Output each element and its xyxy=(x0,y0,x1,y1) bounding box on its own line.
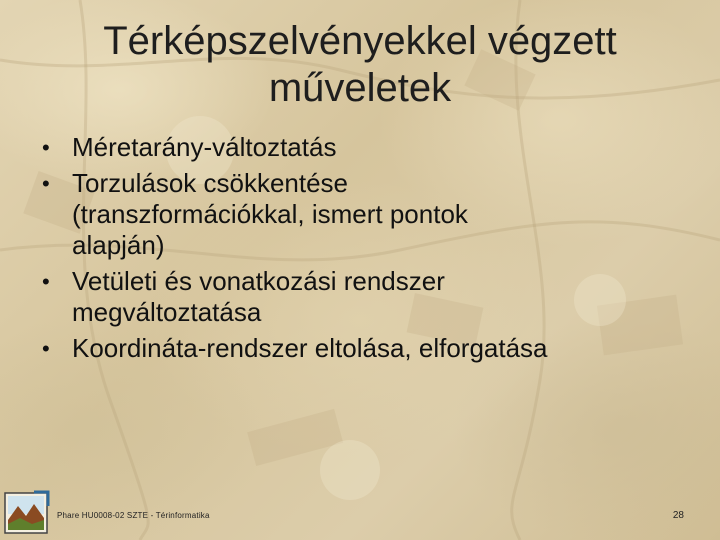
bullet-list xyxy=(40,132,700,369)
footer-text: Phare HU0008-02 SZTE - Térinformatika xyxy=(57,511,210,520)
bullet-item xyxy=(40,168,700,261)
bullet-glyph: • xyxy=(42,269,50,294)
landscape-logo-icon xyxy=(4,490,50,536)
bullet-line: Koordináta-rendszer eltolása, elforgatása xyxy=(72,333,548,363)
bullet-glyph: • xyxy=(42,171,50,196)
bullet-line: (transzformációkkal, ismert pontok xyxy=(72,199,468,229)
bullet-item xyxy=(40,333,700,364)
bullet-glyph: • xyxy=(42,135,50,160)
bullet-line: Vetületi és vonatkozási rendszer xyxy=(72,266,445,296)
title-line-1: Térképszelvényekkel végzett xyxy=(103,19,617,63)
slide-title xyxy=(40,18,680,112)
bullet-line: Torzulások csökkentése xyxy=(72,168,349,198)
bullet-line: Méretarány-változtatás xyxy=(72,132,337,162)
bullet-line: megváltoztatása xyxy=(72,297,262,327)
title-line-2: műveletek xyxy=(268,66,452,110)
bullet-glyph: • xyxy=(42,336,50,361)
page-number: 28 xyxy=(672,510,684,521)
bullet-line: alapján) xyxy=(72,230,165,260)
bullet-item xyxy=(40,132,700,163)
bullet-item xyxy=(40,266,700,328)
